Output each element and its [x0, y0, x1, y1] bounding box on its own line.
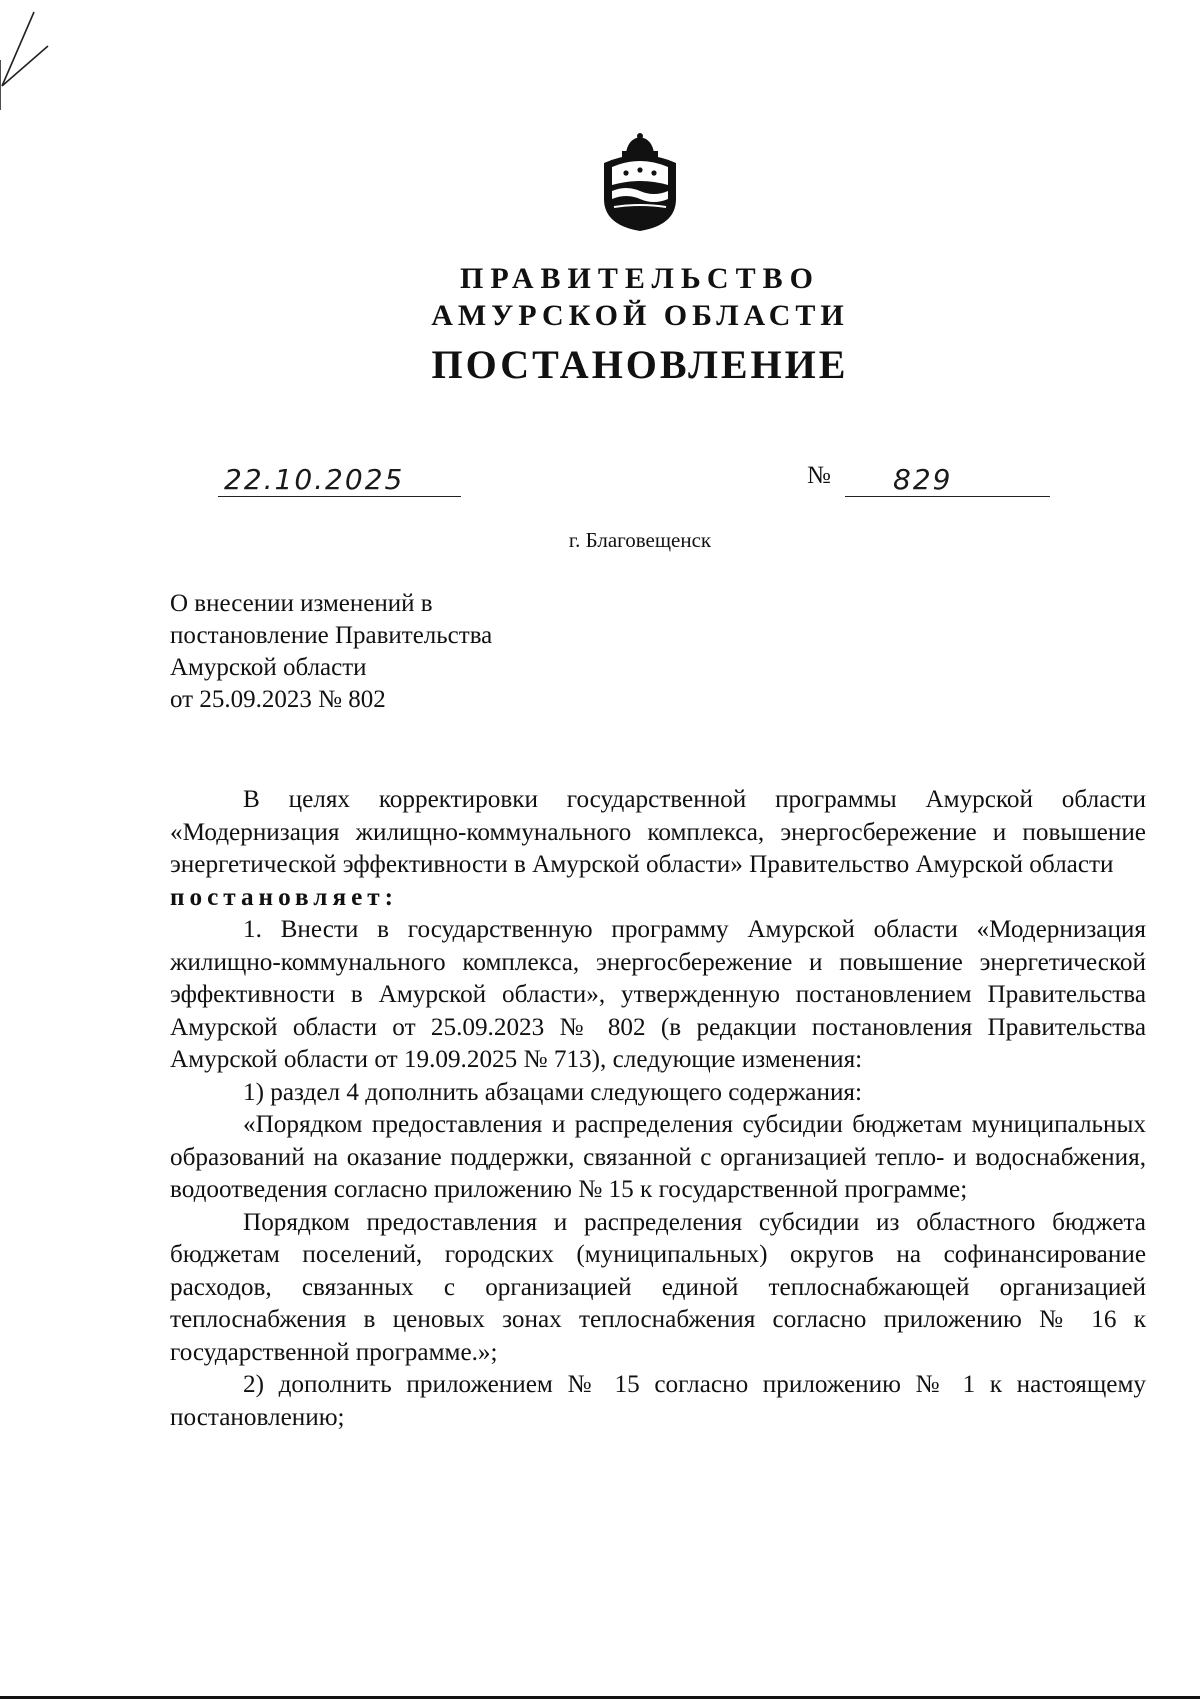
item-1-paragraph: 1. Внести в государственную программу Амурской области «Модернизация жилищно-коммунального комплекса, энергосбережение и повышение энергетической эффективности в Амурской области», утвержденную постановлением Правительства Амурской области от 25.09.2023 № 802 (в редакции постановления Правительства Амурской области от 19.09.2025 № 713), следующие изменения:: [170, 916, 1146, 1073]
quote-1-paragraph: «Порядком предоставления и распределения субсидии бюджетам муниципальных образований на оказание поддержки, связанной с организацией тепло- и водоснабжения, водоотведения согласно приложению № 15 к государственной программе;: [170, 1111, 1146, 1203]
resolves-label: постановляет:: [170, 883, 399, 911]
scan-corner-mark: [0, 0, 60, 110]
date-field: [218, 462, 461, 497]
handwritten-number: 829: [893, 463, 953, 496]
document-body: [170, 784, 1146, 1434]
government-title: ПРАВИТЕЛЬСТВО: [460, 262, 820, 295]
coat-of-arms-icon: [598, 133, 682, 233]
quote-2-paragraph: Порядком предоставления и распределения субсидии из областного бюджета бюджетам поселений, городских (муниципальных) округов на софинансирование расходов, связанных с организацией единой теплоснабжающей организацией теплоснабжения в ценовых зонах теплоснабжения согласно приложению № 16 к государственной программе.»;: [170, 1208, 1146, 1366]
subject-block: [170, 588, 690, 716]
subitem-2-paragraph: 2) дополнить приложением № 15 согласно приложению № 1 к настоящему постановлению;: [170, 1371, 1146, 1431]
subject-line: Амурской области: [170, 654, 367, 681]
region-title: АМУРСКОЙ ОБЛАСТИ: [431, 299, 849, 332]
subject-line: постановление Правительства: [170, 622, 493, 649]
city-label: г. Благовещенск: [568, 528, 712, 552]
preamble-paragraph: В целях корректировки государственной программы Амурской области «Модернизация жилищно-коммунального комплекса, энергосбережение и повышение энергетической эффективности в Амурской области» Правительство Амурской области: [170, 786, 1146, 878]
document-type-title: ПОСТАНОВЛЕНИЕ: [431, 342, 849, 387]
subject-line: от 25.09.2023 № 802: [170, 686, 386, 713]
number-sign: №: [807, 462, 831, 489]
subitem-1-paragraph: 1) раздел 4 дополнить абзацами следующего содержания:: [243, 1078, 863, 1106]
number-field: [845, 462, 1050, 497]
subject-line: О внесении изменений в: [170, 590, 433, 617]
handwritten-date: 22.10.2025: [224, 463, 405, 496]
